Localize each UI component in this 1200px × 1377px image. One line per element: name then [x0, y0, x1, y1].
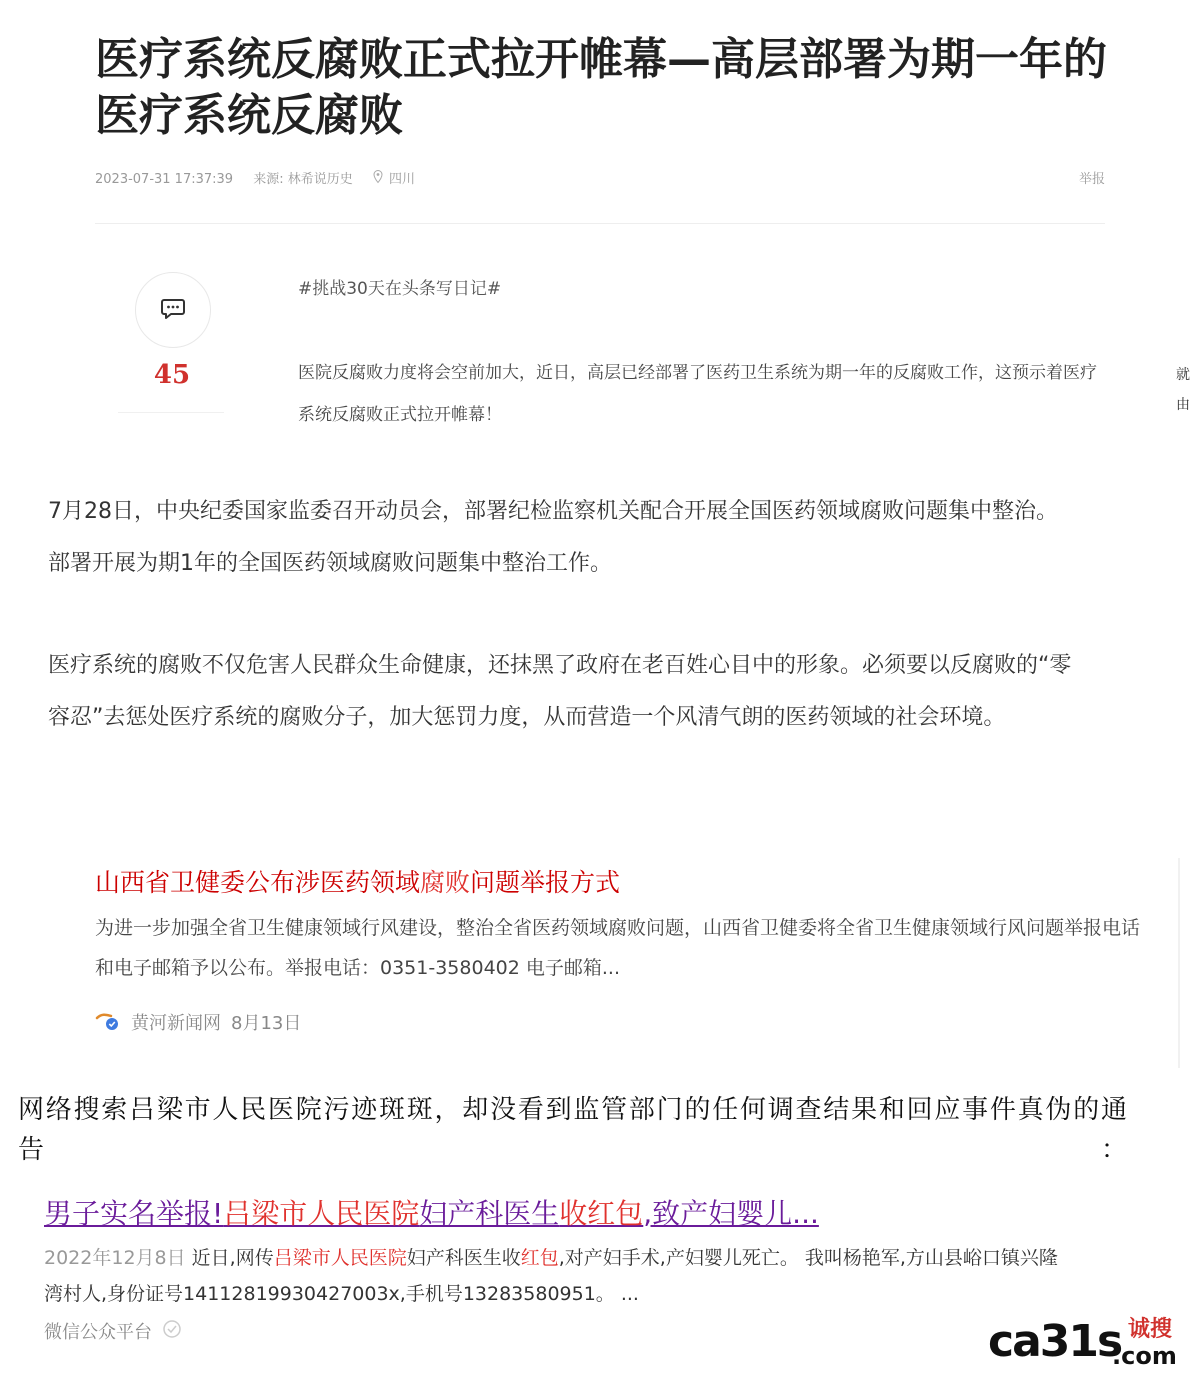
right-edge-fragment: 就由	[1176, 367, 1190, 413]
news-card-title-after: 问题举报方式	[470, 868, 621, 897]
sr-title-part-1: 男子实名举报!	[44, 1197, 224, 1230]
news-card-source-row	[95, 1006, 1155, 1037]
news-card	[95, 858, 1155, 1037]
watermark-domain: .com	[1112, 1342, 1177, 1370]
sr-snippet-part-1: 近日,网传	[185, 1247, 274, 1269]
article-summary: 医院反腐败力度将会空前加大，近日，高层已经部署了医药卫生系统为期一年的反腐败工作，这预示着医疗系统反腐败正式拉开帷幕！	[298, 363, 1097, 425]
article-datetime: 2023-07-31 17:37:39	[95, 172, 234, 187]
news-card-title[interactable]	[95, 858, 1155, 908]
comment-count[interactable]: 45	[153, 360, 191, 390]
watermark-main: ca31s	[988, 1316, 1122, 1367]
watermark-cn: 诚搜	[1128, 1317, 1173, 1342]
sr-snippet-part-5: ,对产妇手术,产妇婴儿死亡。 我叫杨艳军,方山县峪口镇兴隆湾村人,身份证号14112819930427003x,手机号13283580951。 ...	[44, 1247, 1058, 1305]
article-location	[373, 172, 431, 187]
verified-check-icon	[162, 1319, 182, 1344]
sr-date: 2022年12月8日	[44, 1247, 186, 1269]
news-card-title-highlight: 腐败	[420, 868, 471, 897]
article-paragraph-1: 7月28日，中央纪委国家监委召开动员会，部署纪检监察机关配合开展全国医药领域腐败问题集中整治。部署开展为期1年的全国医药领域腐败问题集中整治工作。	[48, 499, 1058, 576]
sr-snippet-part-4: 红包	[520, 1247, 559, 1269]
news-card-date: 8月13日	[231, 1012, 302, 1034]
article-meta	[95, 168, 1105, 190]
article-source[interactable]: 来源: 林希说历史	[253, 172, 353, 187]
card-scroll-edge	[1178, 858, 1180, 1068]
news-card-snippet: 为进一步加强全省卫生健康领域行风建设，整治全省医药领域腐败问题，山西省卫健委将全省卫生健康领域行风问题举报电话和电子邮箱予以公布。举报电话：0351-3580402 电子邮箱...	[95, 917, 1141, 979]
location-text: 四川	[389, 172, 416, 187]
news-source-logo-icon	[95, 1006, 121, 1037]
news-card-source[interactable]: 黄河新闻网	[131, 1012, 221, 1034]
comment-separator	[118, 412, 224, 413]
sr-title-part-2: 吕梁市人民医院	[223, 1197, 420, 1230]
search-result-snippet	[44, 1240, 1064, 1312]
sr-snippet-part-2: 吕梁市人民医院	[273, 1247, 407, 1269]
article-paragraph-2: 医疗系统的腐败不仅危害人民群众生命健康，还抹黑了政府在老百姓心目中的形象。必须要以反腐败的“零容忍”去惩处医疗系统的腐败分子，加大惩罚力度，从而营造一个风清气朗的医药领域的社会环境。	[48, 653, 1072, 730]
news-card-title-before: 山西省卫健委公布涉医药领域	[95, 868, 421, 897]
location-pin-icon	[373, 172, 387, 187]
report-link[interactable]: 举报	[1078, 172, 1105, 187]
search-result-source-row	[44, 1318, 1064, 1344]
site-watermark-logo	[988, 1312, 1194, 1374]
header-divider	[95, 223, 1105, 224]
comment-button[interactable]	[135, 272, 211, 348]
sr-title-part-5: ,致产妇婴儿...	[643, 1197, 819, 1230]
sr-title-part-4: 收红包	[559, 1197, 644, 1230]
sr-snippet-part-3: 妇产科医生收	[406, 1247, 521, 1269]
sr-source[interactable]: 微信公众平台	[44, 1322, 152, 1343]
search-result-title[interactable]	[44, 1190, 1064, 1238]
caption-text: 网络搜索吕梁市人民医院污迹斑斑，却没看到监管部门的任何调查结果和回应事件真伪的通告：	[18, 1095, 1128, 1165]
hashtag-link[interactable]: #挑战30天在头条写日记#	[298, 279, 502, 299]
sr-title-part-3: 妇产科医生	[419, 1197, 560, 1230]
search-result	[44, 1190, 1064, 1344]
article-title: 医疗系统反腐败正式拉开帷幕—高层部署为期一年的医疗系统反腐败	[95, 34, 1107, 141]
comment-icon	[158, 293, 188, 327]
